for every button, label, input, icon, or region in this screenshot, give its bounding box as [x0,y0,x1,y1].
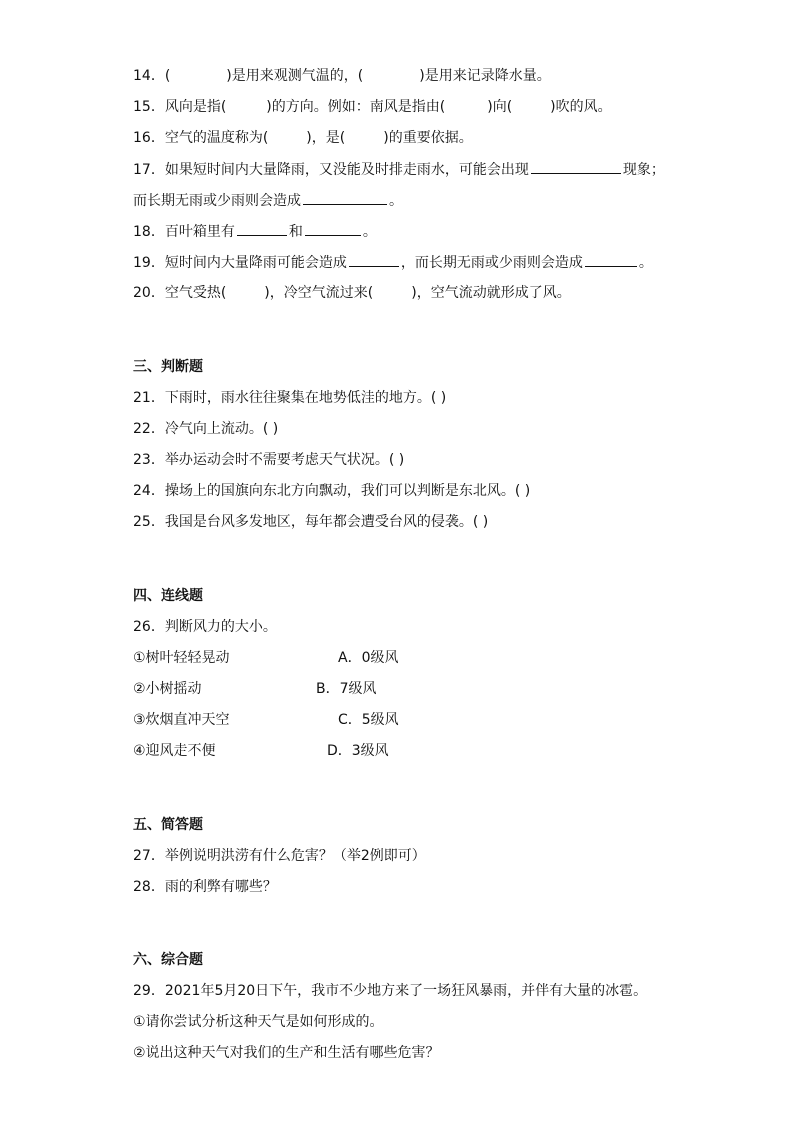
question-22: 22．冷气向上流动。( ) [133,421,279,437]
answer-blank[interactable] [237,221,287,236]
question-text: 而长期无雨或少雨则会造成 [133,193,301,209]
question-text: 。 [389,193,403,209]
question-text: )是用来观测气温的，( [226,68,364,84]
question-text: )的重要依据。 [383,130,473,146]
question-text: )吹的风。 [550,99,612,115]
question-23: 23．举办运动会时不需要考虑天气状况。( ) [133,452,405,468]
question-21: 21．下雨时，雨水往往聚集在地势低洼的地方。( ) [133,390,447,406]
question-text: )向( [487,99,513,115]
answer-blank[interactable] [349,252,399,267]
match-right-c[interactable]: C．5级风 [338,712,399,728]
section-title-short-answer: 五、简答题 [133,817,203,833]
question-16 [133,128,473,148]
question-text: 空气的温度称为( [164,130,269,146]
question-text: 和 [288,224,303,240]
question-number: 20． [133,285,165,301]
answer-blank[interactable] [303,190,387,205]
question-25: 25．我国是台风多发地区，每年都会遭受台风的侵袭。( ) [133,514,489,530]
question-24: 24．操场上的国旗向东北方向飘动，我们可以判断是东北风。( ) [133,483,531,499]
question-number: 17． [133,162,165,178]
question-text: )是用来记录降水量。 [419,68,551,84]
question-text: )，冷空气流过来( [264,285,374,301]
question-text: 现象； [622,162,665,178]
question-number: 15． [133,99,165,115]
question-text: 风向是指( [164,99,227,115]
answer-blank[interactable] [305,221,361,236]
question-26: 26．判断风力的大小。 [133,619,277,635]
question-text: 百叶箱里有 [164,224,235,240]
question-text: 如果短时间内大量降雨，又没能及时排走雨水，可能会出现 [164,162,529,178]
section-title-comprehensive: 六、综合题 [133,952,203,968]
match-right-b[interactable]: B．7级风 [316,681,377,697]
question-number: 19． [133,255,165,271]
question-text: 空气受热( [164,285,227,301]
question-number: 14． [133,68,165,84]
question-18 [133,221,377,242]
question-text: )，是( [306,130,346,146]
answer-blank[interactable] [585,252,637,267]
match-right-d[interactable]: D．3级风 [327,743,389,759]
match-right-a[interactable]: A．0级风 [338,650,399,666]
question-19 [133,252,653,273]
question-14 [133,66,551,86]
question-text: ，而长期无雨或少雨则会造成 [400,255,583,271]
section-title-judgement: 三、判断题 [133,359,203,375]
question-29: 29．2021年5月20日下午，我市不少地方来了一场狂风暴雨，并伴有大量的冰雹。 [133,983,648,999]
question-27: 27．举例说明洪涝有什么危害？（举2例即可） [133,848,426,864]
match-left-1[interactable]: ①树叶轻轻晃动 [133,650,230,666]
question-number: 16． [133,130,165,146]
question-28: 28．雨的利弊有哪些？ [133,879,277,895]
question-text: )，空气流动就形成了风。 [411,285,571,301]
question-17-cont [133,190,403,211]
match-left-2[interactable]: ②小树摇动 [133,681,202,697]
question-20 [133,283,571,303]
question-29-part-2: ②说出这种天气对我们的生产和生活有哪些危害？ [133,1045,440,1061]
answer-blank[interactable] [531,159,621,174]
question-text: 短时间内大量降雨可能会造成 [164,255,347,271]
section-title-matching: 四、连线题 [133,588,203,604]
question-text: )的方向。例如：南风是指由( [266,99,446,115]
question-text: 。 [362,224,377,240]
question-text: ( [164,68,171,84]
question-text: 。 [638,255,653,271]
match-left-4[interactable]: ④迎风走不便 [133,743,216,759]
match-left-3[interactable]: ③炊烟直冲天空 [133,712,230,728]
question-15 [133,97,612,117]
question-number: 18． [133,224,165,240]
question-29-part-1: ①请你尝试分析这种天气是如何形成的。 [133,1014,384,1030]
question-17 [133,159,665,180]
